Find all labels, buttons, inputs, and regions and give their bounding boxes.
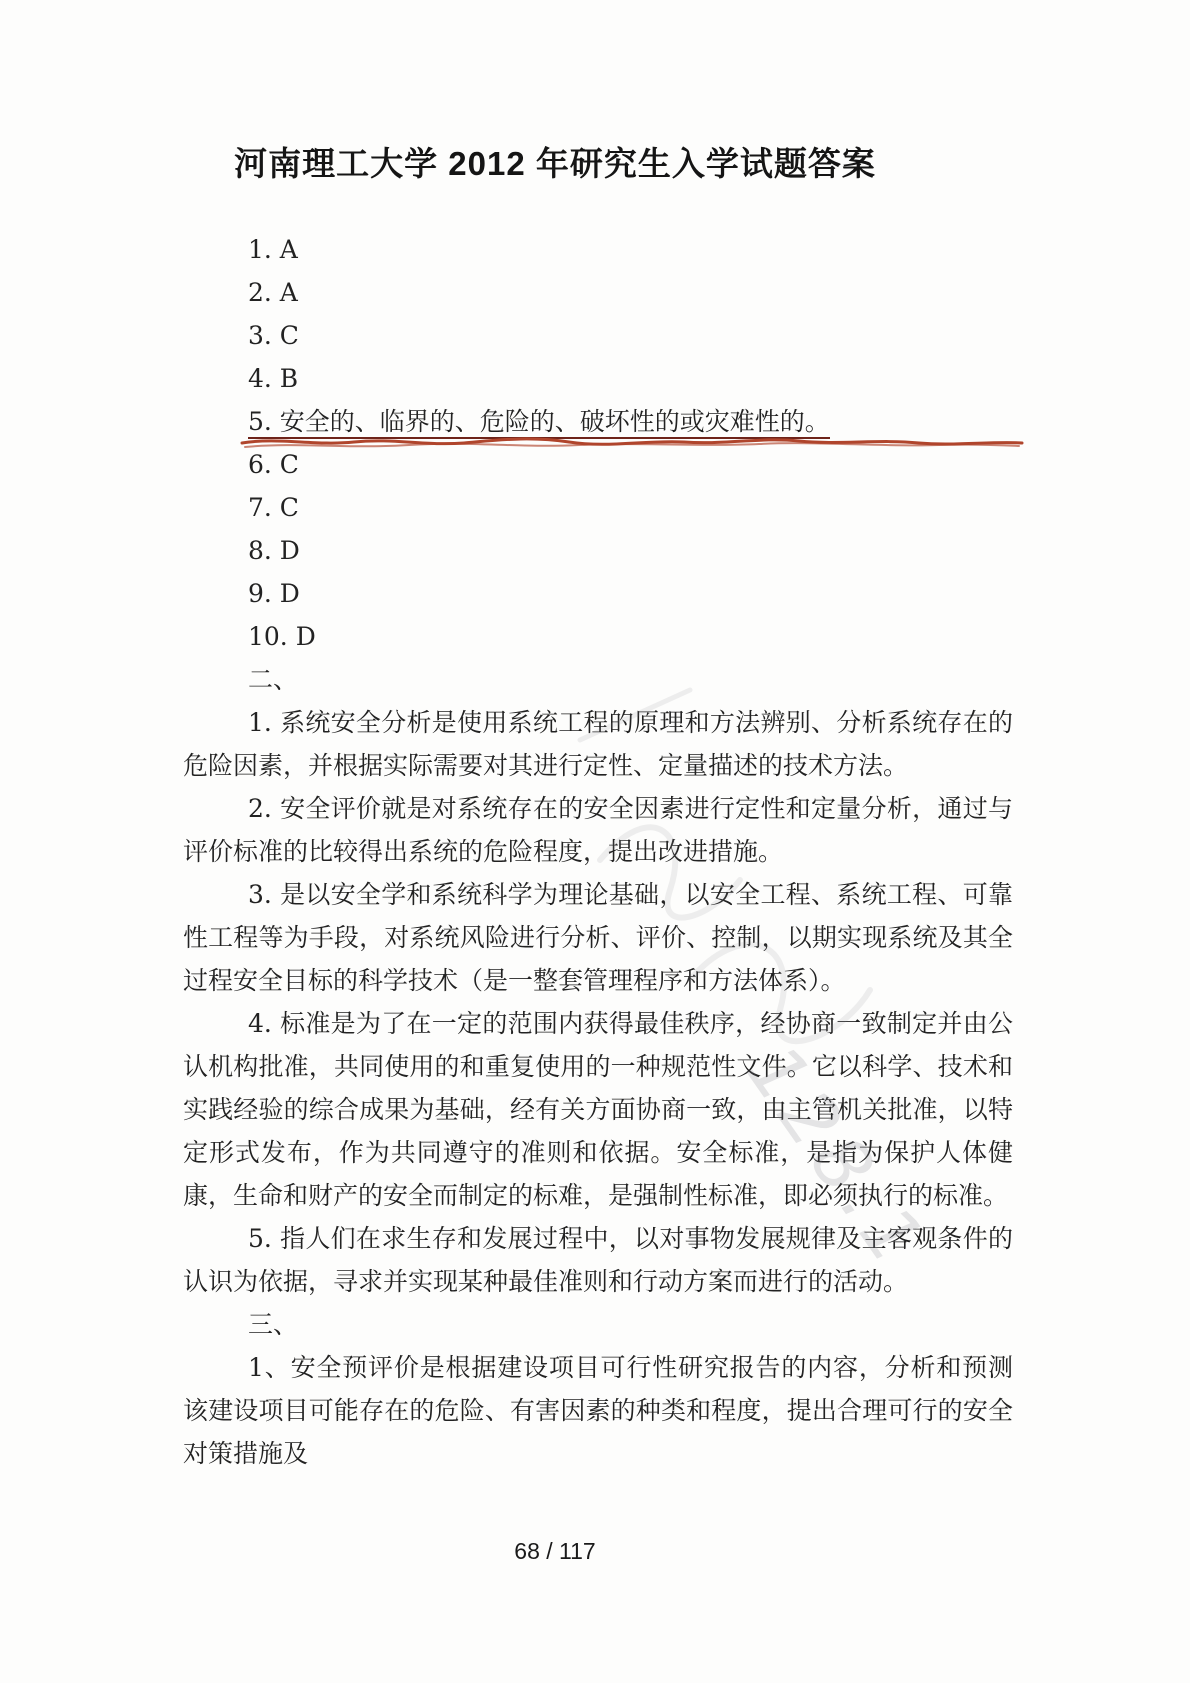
answer-item-8: 8. D [248,536,300,565]
answer-item-6: 6. C [248,450,299,479]
section-two-paragraph-3: 3. 是以安全学和系统科学为理论基础，以安全工程、系统工程、可靠性工程等为手段，对系统风险进行分析、评价、控制，以期实现系统及其全过程安全目标的科学技术（是一整套管理程序和方法体系）。 [183,880,1013,995]
page-number-indicator: 68 / 117 [514,1538,596,1564]
watermark-number: 128.1 [729,1030,945,1286]
section-two-paragraph-1: 1. 系统安全分析是使用系统工程的原理和方法辨别、分析系统存在的危险因素，并根据实际需要对其进行定性、定量描述的技术方法。 [183,708,1013,780]
section-two-paragraph-4: 4. 标准是为了在一定的范围内获得最佳秩序，经协商一致制定并由公认机构批准，共同使用的和重复使用的一种规范性文件。它以科学、技术和实践经验的综合成果为基础，经有关方面协商一致，由主管机关批准，以特定形式发布，作为共同遵守的准则和依据。安全标准，是指为保护人体健康，生命和财产的安全而制定的标难，是强制性标准，即必须执行的标准。 [183,1009,1013,1210]
section-two-label: 二、 [248,665,299,694]
answer-5-text: 5. 安全的、临界的、危险的、破坏性的或灾难性的。 [248,407,830,439]
answer-item-4: 4. B [248,364,299,393]
page-title: 河南理工大学 2012 年研究生入学试题答案 [234,145,876,182]
answer-item-7: 7. C [248,493,299,522]
answer-item-2: 2. A [248,278,298,307]
section-three-paragraph-1: 1、安全预评价是根据建设项目可行性研究报告的内容，分析和预测该建设项目可能存在的危险、有害因素的种类和程度，提出合理可行的安全对策措施及 [183,1353,1013,1468]
answer-item-1: 1. A [248,235,298,264]
section-two-paragraph-2: 2. 安全评价就是对系统存在的安全因素进行定性和定量分析，通过与评价标准的比较得出系统的危险程度，提出改进措施。 [183,794,1013,866]
section-two-paragraph-5: 5. 指人们在求生存和发展过程中，以对事物发展规律及主客观条件的认识为依据，寻求并实现某种最佳准则和行动方案而进行的活动。 [183,1224,1013,1296]
answer-item-9: 9. D [248,579,300,608]
answer-item-10: 10. D [248,622,316,651]
answer-item-5 [183,400,1013,443]
answer-item-3: 3. C [248,321,299,350]
section-three-label: 三、 [248,1310,299,1339]
document-body [183,228,1013,1475]
